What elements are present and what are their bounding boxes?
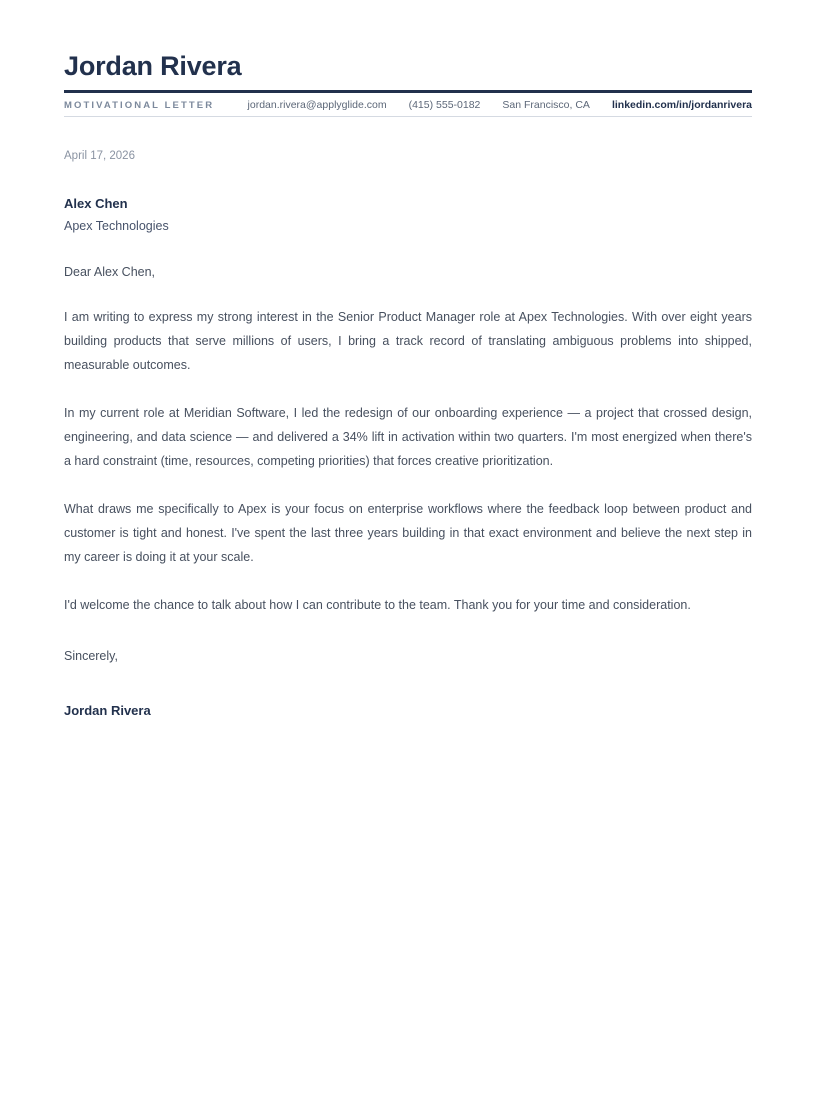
recipient-name: Alex Chen <box>64 196 128 211</box>
letter-header <box>64 0 752 117</box>
letter-date: April 17, 2026 <box>64 150 135 162</box>
contact-location: San Francisco, CA <box>502 99 590 111</box>
contact-phone[interactable]: (415) 555-0182 <box>408 99 481 111</box>
contact-email[interactable]: jordan.rivera@applyglide.com <box>247 99 387 111</box>
page-title: Jordan Rivera <box>64 51 242 81</box>
contact-linkedin-link[interactable]: linkedin.com/in/jordanrivera <box>611 99 752 111</box>
body-paragraph: I am writing to express my strong interest in the Senior Product Manager role at Apex Technologies. With over eight years building products that serve millions of users, I bring a track record of translating ambiguous problems into shipped, measurable outcomes. <box>64 310 752 372</box>
salutation: Dear Alex Chen, <box>64 265 156 279</box>
body-paragraph: In my current role at Meridian Software, I led the redesign of our onboarding experience — a project that crossed design, engineering, and data science — and delivered a 34% lift in activation within two quarters. I'm most energized when there's a hard constraint (time, resources, competing priorities) that forces creative prioritization. <box>64 406 752 468</box>
body-paragraph: I'd welcome the chance to talk about how I can contribute to the team. Thank you for your time and consideration. <box>64 598 691 612</box>
recipient-organization: Apex Technologies <box>64 219 169 233</box>
recipient-block <box>64 195 752 234</box>
letter-body <box>64 305 752 617</box>
body-paragraph: What draws me specifically to Apex is your focus on enterprise workflows where the feedback loop between product and customer is tight and honest. I've spent the last three years building in that exact environment and believe the next step in my career is doing it at your scale. <box>64 502 752 564</box>
contact-list <box>248 98 752 112</box>
signature-name: Jordan Rivera <box>64 703 151 718</box>
document-kind-label: MOTIVATIONAL LETTER <box>64 100 215 111</box>
header-meta-bar <box>64 90 752 117</box>
closing-salutation: Sincerely, <box>64 649 118 663</box>
